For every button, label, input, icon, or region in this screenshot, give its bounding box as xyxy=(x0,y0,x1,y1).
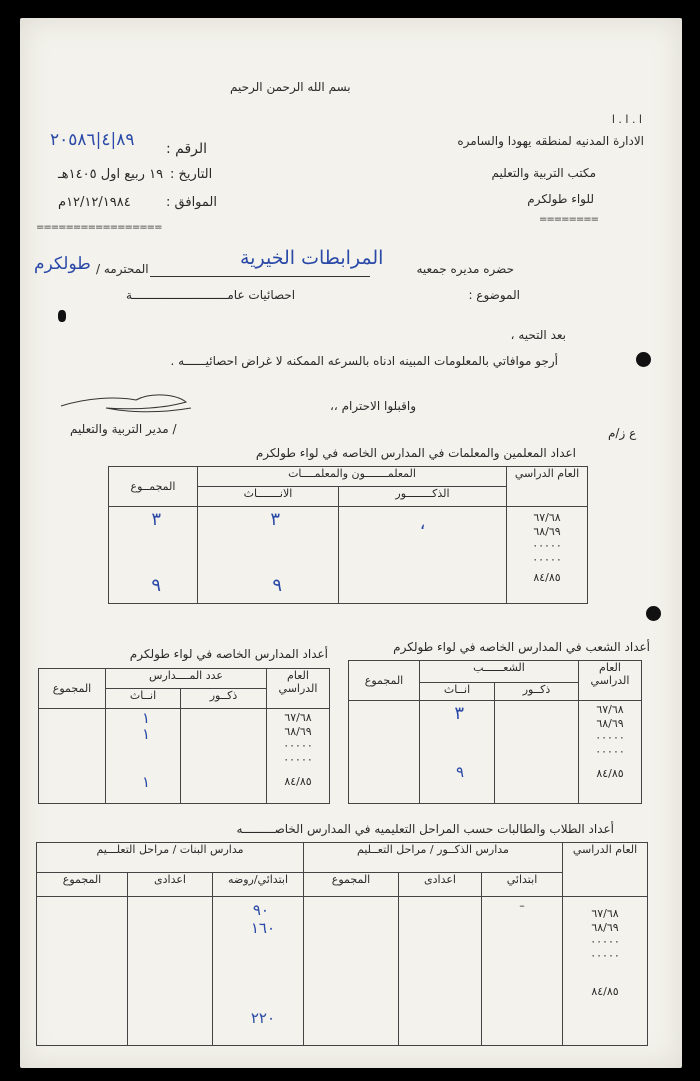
boys-primary-header: ابتدائي xyxy=(482,873,563,897)
female-header: انــاث xyxy=(106,689,181,709)
addressee-handwritten: المرابطات الخيرية xyxy=(240,247,384,269)
female-header: انــاث xyxy=(420,683,495,701)
total-header: المجموع xyxy=(39,669,106,709)
girls-group-header: مدارس البنات / مراحل التعلـــيم xyxy=(37,843,304,873)
girls-total-header: المجموع xyxy=(37,873,128,897)
male-cell xyxy=(181,709,267,804)
boys-total-header: المجموع xyxy=(304,873,399,897)
year-header: العام الدراسي xyxy=(267,669,330,709)
male-header: الذكــــــــور xyxy=(339,487,507,507)
female-header: الانـــــــاث xyxy=(198,487,339,507)
girls-prep-header: اعدادى xyxy=(128,873,213,897)
subject-value: احصائيات عامـــــــــــــــــــــــــــة xyxy=(126,288,296,302)
ref-value: ٨٩|٤|٢٠٥٨٦ xyxy=(50,130,135,150)
addressee-suffix: المحترمه / xyxy=(96,262,149,276)
initials: ع ز/م xyxy=(608,426,637,440)
years-cell: ٦٧/٦٨ ٦٨/٦٩ ٠٠٠٠٠ ٠٠٠٠٠ ٨٤/٨٥ xyxy=(507,507,588,604)
addressee-prefix: حضره مديره جمعيه xyxy=(416,262,514,276)
total-cell xyxy=(349,701,420,804)
addressee-line xyxy=(150,276,370,277)
male-cell: ، xyxy=(339,507,507,604)
header-code: ا . ا . ا xyxy=(611,113,642,126)
table2-title: أعداد الشعب في المدارس الخاصه في لواء طولكرم xyxy=(393,640,650,654)
girls-total-cell xyxy=(37,897,128,1046)
year-header: العام الدراسي xyxy=(507,467,588,507)
closing: واقبلوا الاحترام ،، xyxy=(330,399,416,413)
corr-value: ١٢/١٢/١٩٨٤م xyxy=(58,195,131,210)
date-value: ١٩ ربيع اول ١٤٠٥هـ xyxy=(58,167,164,182)
girls-primary-cell: ٩٠ ١٦٠ ٢٢٠ xyxy=(213,897,304,1046)
year-header: العام الدراسي xyxy=(579,661,642,701)
male-header: ذكــور xyxy=(181,689,267,709)
years-cell: ٦٧/٦٨ ٦٨/٦٩ ٠٠٠٠٠ ٠٠٠٠٠ ٨٤/٨٥ xyxy=(579,701,642,804)
male-cell xyxy=(495,701,579,804)
greeting: بعد التحيه ، xyxy=(510,328,566,342)
male-header: ذكــور xyxy=(495,683,579,701)
girls-prep-cell xyxy=(128,897,213,1046)
schools-group-header: عدد المــــدارس xyxy=(106,669,267,689)
punch-hole xyxy=(646,606,661,621)
teachers-table xyxy=(108,466,588,604)
header-admin: الادارة المدنيه لمنطقه يهودا والسامره xyxy=(457,134,644,148)
ref-label: الرقم : xyxy=(166,141,208,157)
header-left-underline: ================= xyxy=(36,222,162,233)
boys-prep-header: اعدادى xyxy=(399,873,482,897)
header-district: للواء طولكرم xyxy=(527,192,594,206)
total-cell xyxy=(39,709,106,804)
table1-title: اعداد المعلمين والمعلمات في المدارس الخاصه في لواء طولكرم xyxy=(255,446,576,460)
header-office: مكتب التربية والتعليم xyxy=(491,166,596,180)
addressee-hand-right: طولكرم xyxy=(34,254,91,274)
girls-primary-header: ابتدائي/روضه xyxy=(213,873,304,897)
signer-title: / مدير التربية والتعليم xyxy=(70,422,177,436)
subject-label: الموضوع : xyxy=(468,288,520,302)
boys-group-header: مدارس الذكــور / مراحل التعــليم xyxy=(304,843,563,873)
request-text: أرجو موافاتي بالمعلومات المبينه ادناه بالسرعه الممكنه لا غراض احصائيــــــه . xyxy=(170,354,558,368)
boys-total-cell xyxy=(304,897,399,1046)
basmala: بسم الله الرحمن الرحيم xyxy=(230,80,351,94)
table3-title: أعداد المدارس الخاصه في لواء طولكرم xyxy=(129,647,328,661)
total-header: المجمــوع xyxy=(109,467,198,507)
sections-group-header: الشعــــــب xyxy=(420,661,579,683)
table4-title: أعداد الطلاب والطالبات حسب المراحل التعليميه في المدارس الخاصـــــــــه xyxy=(236,822,614,836)
boys-prep-cell xyxy=(399,897,482,1046)
date-label: التاريخ : xyxy=(170,167,213,182)
years-cell: ٦٧/٦٨ ٦٨/٦٩ ٠٠٠٠٠ ٠٠٠٠٠ ٨٤/٨٥ xyxy=(563,897,648,1046)
punch-hole xyxy=(636,352,651,367)
students-table xyxy=(36,842,648,1046)
year-header: العام الدراسي xyxy=(563,843,648,897)
sections-table xyxy=(348,660,642,804)
female-cell: ١ ١ ١ xyxy=(106,709,181,804)
corr-label: الموافق : xyxy=(166,195,217,210)
boys-primary-cell: – xyxy=(482,897,563,1046)
header-right-underline: ======== xyxy=(538,214,598,225)
total-cell: ٣ ٩ xyxy=(109,507,198,604)
teachers-group-header: المعلمـــــــون والمعلمــــات xyxy=(198,467,507,487)
female-cell: ٣ ٩ xyxy=(420,701,495,804)
total-header: المجموع xyxy=(349,661,420,701)
ink-mark xyxy=(58,310,66,322)
female-cell: ٣ ٩ xyxy=(198,507,339,604)
years-cell: ٦٧/٦٨ ٦٨/٦٩ ٠٠٠٠٠ ٠٠٠٠٠ ٨٤/٨٥ xyxy=(267,709,330,804)
schools-table xyxy=(38,668,330,804)
signature xyxy=(56,388,196,418)
